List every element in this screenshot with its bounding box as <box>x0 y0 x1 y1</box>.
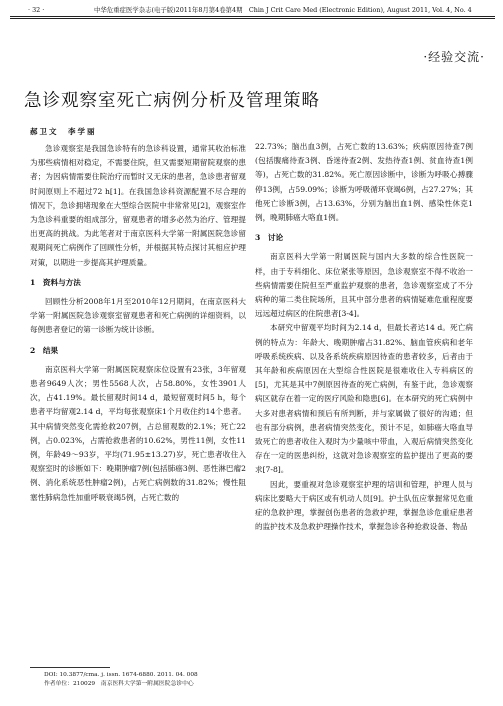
heading-results: 2 结果 <box>30 345 59 355</box>
heading-discussion: 3 讨论 <box>255 233 284 243</box>
header-rule-thin <box>10 18 495 19</box>
results-continued: 22.73%；脑出血3例，占死亡数的13.63%；疾病原因待查7例(包括腹痛待查3例、昏迷待查2例、发热待查1例、贫血待查1例等)，占死亡数的31.82%。死亡原因诊断中，诊断为呼吸心搏骤停13例，占59.09%；诊断为呼吸循环衰竭6例，占27.27%；其他死亡诊断3例，占13.63%，分别为脑出血1例、感染性休克1例，晚期肺癌大咯血1例。 <box>255 142 473 223</box>
page-number: · 32 · <box>28 6 45 14</box>
discussion-paragraph-1: 南京医科大学第一附属医院与国内大多数的综合性医院一样，由于专科细化、床位紧张等原因，急诊观察室不得不收治一些病情需要住院但至严重监护观察的患者，急诊观察室成了不分病种的第二类住院场所，且其中部分患者的病情疑难危重程度要远远超过病区的住院患者[3-4]。 <box>255 252 473 319</box>
footnote <box>44 671 198 689</box>
right-column <box>255 140 473 534</box>
footnote-rule <box>30 667 110 668</box>
journal-line: 中华危重症医学杂志(电子版)2011年8月第4卷第4期 Chin J Crit Care Med (Electronic Edition), August 2011, Vol. 4, No. 4 <box>94 6 472 14</box>
discussion-paragraph-3: 因此，要重视对急诊观察室护理的培训和管理，护理人员与病床比要略大于病区或有机动人员[9]。护士队伍应掌握常见危重症的急救护理，掌握创伤患者的急救护理，掌握急诊危重症患者的监护技术及急救护理操作技术，掌握急诊各种抢救设备、物品 <box>255 479 473 532</box>
header-rule <box>10 16 495 17</box>
doi: DOI: 10.3877/cma. j. issn. 1674-6880. 2011. 04. 008 <box>44 672 198 678</box>
section-label: ·经验交流· <box>423 50 485 64</box>
authors: 郝卫文 李学丽 <box>30 127 97 136</box>
affiliation: 作者单位：210029 南京医科大学第一附属医院急诊中心 <box>44 681 194 687</box>
article-title: 急诊观察室死亡病例分析及管理策略 <box>24 91 320 111</box>
heading-methods: 1 资料与方法 <box>30 277 81 287</box>
methods-paragraph: 回顾性分析2008年1月至2010年12月期间，在南京医科大学第一附属医院急诊观察室留观患者和死亡病例的详细资料，以每例患者登记的第一诊断为统计诊断。 <box>30 297 246 335</box>
discussion-paragraph-2: 本研究中留观平均时间为2.14 d，但最长者达14 d。死亡病例的特点为：年龄大、晚期肿瘤占31.82%、脑血管疾病和老年呼吸系统疾病、以及各系统疾病原因待查的患者较多，后者由于其年龄和疾病原因在大型综合性医院是很难收住入专科病区的[5]，尤其是其中7例原因待查的死亡病例，有鉴于此，急诊观察病区就存在着一定的医疗风险和隐患[6]。在本研究的死亡病例中大多对患者病情和预后有所判断，并与家属做了很好的沟通；但也有部分病例，患者病情突然变化，预计不足，如肺癌大咯血导致死亡的患者收住入观时为少量咳中带血，入观后病情突然变化存在一定的医患纠纷，这就对急诊观察室的监护提出了更高的要求[7-8]。 <box>255 323 473 475</box>
intro-paragraph: 急诊观察室是我国急诊特有的急诊科设置，通常其收治标准为那些病情相对稳定，不需要住院，但又需要短期留院观察的患者；为因病情需要住院治疗而暂时又无床的患者，急诊患者留观时间原则上不超过72 h[1]。在我国急诊科资源配置不尽合理的情况下，急诊拥堵现象在大型综合医院中非常常见[2]，观察室作为急诊科重要的组成部分，留观患者的增多必然为治疗、管理提出更高的挑战。为此笔者对于南京医科大学第一附属医院急诊留观期间死亡病例作了回顾性分析，并根据其特点探讨其相应护理对策，以期进一步提高其护理质量。 <box>30 144 246 267</box>
left-column <box>30 142 246 505</box>
results-paragraph: 南京医科大学第一附属医院观察床位设置有23张，3年留观患者9649人次；男性5568人次，占58.80%，女性3901人次，占41.19%。最长留观时间14 d，最短留观时间5 h，每个患者平均留观2.14 d，平均每张观察床1个月收住约14个患者。其中病情突然变化需抢救207例，占总留观数的2.1%；死亡22例，占0.023%，占需抢救患者的10.62%，男性11例，女性11例，年龄49～93岁，平均(71.95±13.27)岁，死亡患者收住入观察室时的诊断如下：晚期肿瘤7例(包括肺癌3例、恶性淋巴瘤2例、消化系统恶性肿瘤2例)，占死亡病例数的31.82%；慢性阻塞性肺病急性加重呼吸衰竭5例，占死亡数的 <box>30 364 246 502</box>
